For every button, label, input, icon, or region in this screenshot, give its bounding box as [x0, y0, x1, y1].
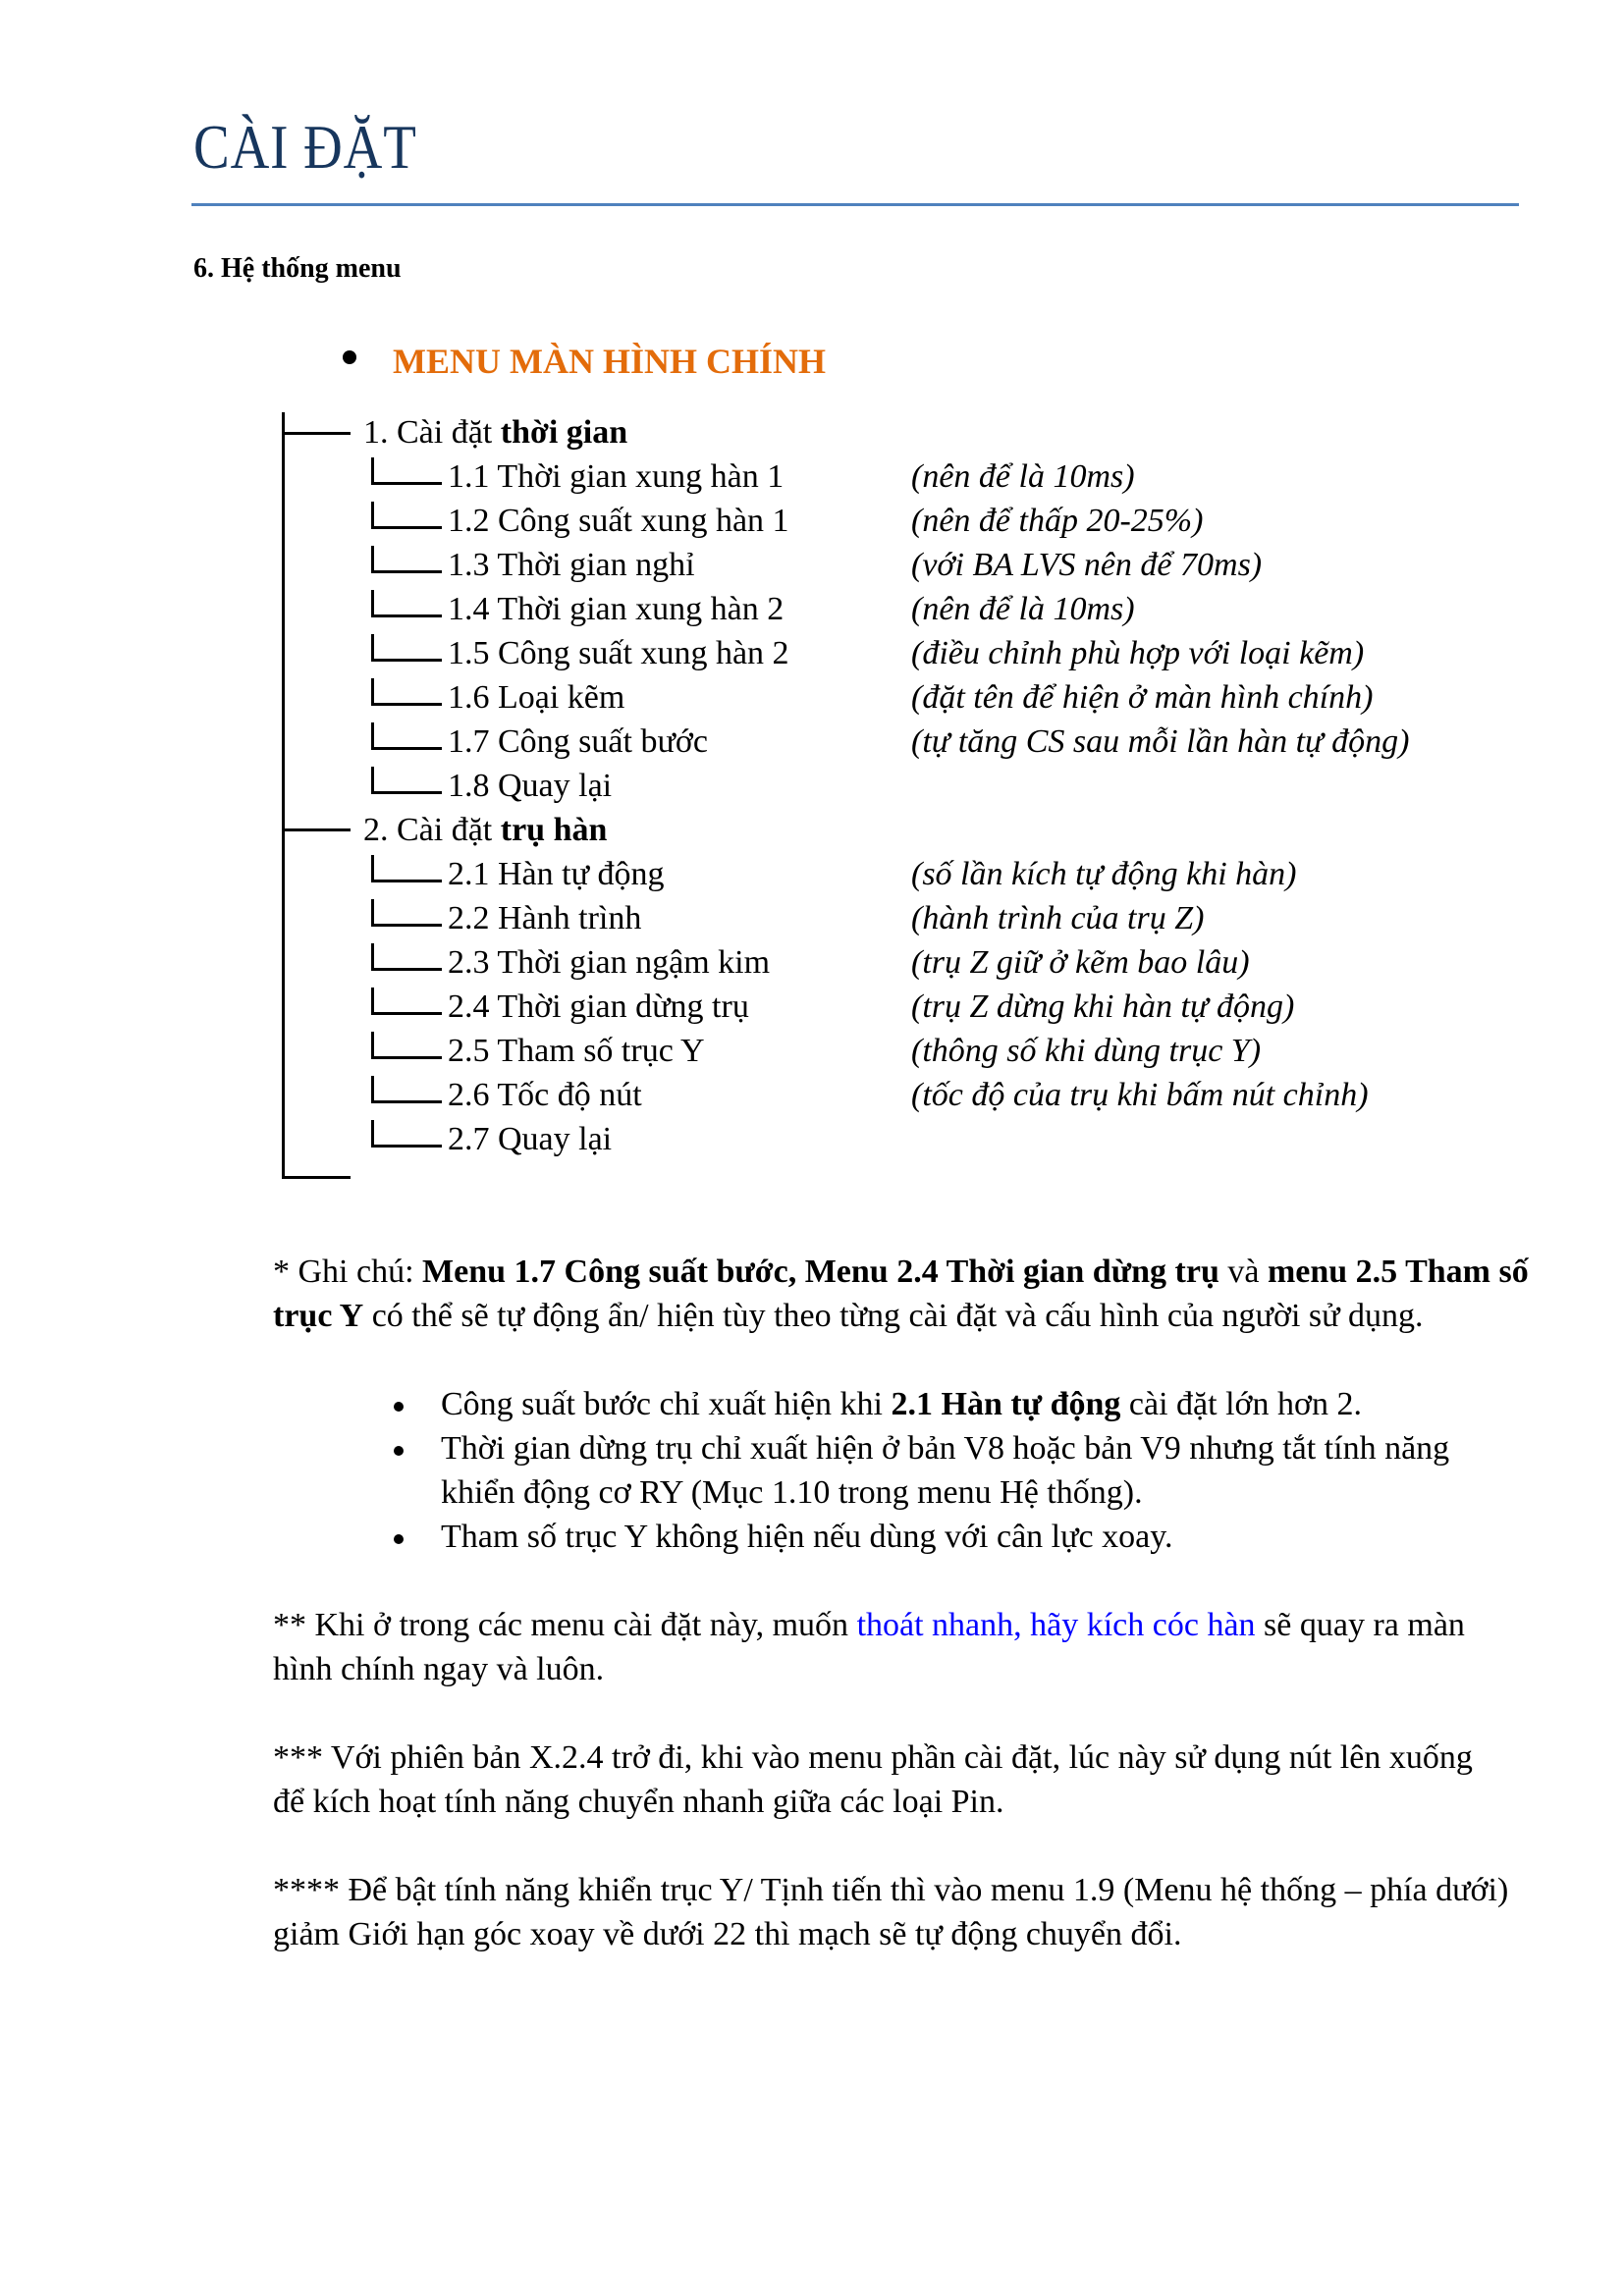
- tree-elbow-line: [371, 590, 374, 616]
- tree-elbow-line: [371, 526, 442, 529]
- list-item-text: cài đặt lớn hơn 2.: [1120, 1386, 1362, 1422]
- tree-elbow-line: [371, 659, 442, 662]
- menu-item-label: 2.1 Hàn tự động: [448, 856, 665, 892]
- menu-item-note: (thông số khi dùng trục Y): [911, 1033, 1262, 1069]
- menu-item-label: 1.3 Thời gian nghỉ: [448, 547, 695, 583]
- menu-item-label: 2.5 Tham số trục Y: [448, 1033, 705, 1069]
- section-heading: 6. Hệ thống menu: [193, 253, 402, 284]
- group-label-bold: trụ hàn: [500, 812, 608, 848]
- menu-item-note: (với BA LVS nên để 70ms): [911, 547, 1263, 583]
- tree-branch-line: [282, 432, 351, 435]
- menu-item-label: 1.7 Công suất bước: [448, 723, 708, 760]
- tree-branch-line: [282, 828, 351, 831]
- menu-item-label: 1.8 Quay lại: [448, 768, 613, 804]
- list-item-text: Thời gian dừng trụ chỉ xuất hiện ở bản V8 hoặc bản V9 nhưng tắt tính năng khiển động cơ RY (Mục 1.10 trong menu Hệ thống).: [441, 1430, 1450, 1511]
- note-4: **** Để bật tính năng khiển trục Y/ Tịnh tiến thì vào menu 1.9 (Menu hệ thống – phía dưới) giảm Giới hạn góc xoay về dưới 22 thì mạch sẽ tự động chuyển đổi.: [273, 1872, 1509, 1952]
- menu-item-label: 2.2 Hành trình: [448, 900, 642, 936]
- menu-item-label: 1.1 Thời gian xung hàn 1: [448, 458, 785, 495]
- group-label-prefix: 2. Cài đặt: [363, 812, 501, 848]
- tree-elbow-line: [371, 1120, 374, 1147]
- tree-elbow-line: [371, 1056, 442, 1059]
- tree-elbow-line: [371, 703, 442, 706]
- note-bold: menu 2.5 Tham số trục Y: [273, 1254, 1529, 1334]
- note-bold: Menu 1.7 Công suất bước, Menu 2.4 Thời gian dừng trụ: [422, 1254, 1219, 1290]
- tree-elbow-line: [371, 634, 374, 661]
- menu-item-note: (nên để thấp 20-25%): [911, 503, 1204, 539]
- bullet-icon: [394, 1402, 404, 1412]
- tree-elbow-line: [371, 767, 374, 793]
- menu-item-note: (trụ Z dừng khi hàn tự động): [911, 988, 1295, 1025]
- menu-item-label: 1.4 Thời gian xung hàn 2: [448, 591, 785, 627]
- list-item: [441, 1382, 1541, 1426]
- list-item-bold: 2.1 Hàn tự động: [891, 1386, 1121, 1422]
- tree-elbow-line: [371, 482, 442, 485]
- tree-elbow-line: [371, 546, 374, 572]
- list-item-text: Tham số trục Y không hiện nếu dùng với cân lực xoay.: [441, 1519, 1173, 1555]
- tree-end-line: [282, 1176, 351, 1179]
- menu-item-label: 1.2 Công suất xung hàn 1: [448, 503, 789, 539]
- menu-item-note: (tốc độ của trụ khi bấm nút chỉnh): [911, 1077, 1369, 1113]
- tree-elbow-line: [371, 988, 374, 1014]
- page-title: CÀI ĐẶT: [193, 112, 417, 182]
- bullet-icon: [394, 1534, 404, 1544]
- menu-item-note: (nên để là 10ms): [911, 458, 1135, 495]
- note-text: sẽ quay ra màn hình chính ngay và luôn.: [273, 1607, 1465, 1687]
- note-text: và: [1218, 1254, 1268, 1290]
- tree-elbow-line: [371, 570, 442, 573]
- menu-item-note: (số lần kích tự động khi hàn): [911, 856, 1297, 892]
- note-2: [273, 1603, 1490, 1691]
- tree-elbow-line: [371, 614, 442, 617]
- bullet-icon: [343, 350, 356, 364]
- tree-elbow-line: [371, 747, 442, 750]
- menu-item-label: 2.7 Quay lại: [448, 1121, 613, 1157]
- tree-elbow-line: [371, 1012, 442, 1015]
- tree-elbow-line: [371, 1145, 442, 1148]
- tree-group-1: [363, 410, 627, 454]
- menu-item-label: 1.6 Loại kẽm: [448, 679, 625, 716]
- tree-trunk-line: [282, 412, 285, 1178]
- tree-elbow-line: [371, 1032, 374, 1058]
- menu-item-label: 1.5 Công suất xung hàn 2: [448, 635, 789, 671]
- menu-item-note: (hành trình của trụ Z): [911, 900, 1205, 936]
- menu-item-note: (đặt tên để hiện ở màn hình chính): [911, 679, 1374, 716]
- tree-elbow-line: [371, 678, 374, 705]
- group-label-bold: thời gian: [500, 414, 628, 451]
- tree-elbow-line: [371, 1100, 442, 1103]
- tree-elbow-line: [371, 855, 374, 881]
- menu-item-note: (trụ Z giữ ở kẽm bao lâu): [911, 944, 1250, 981]
- note-text: * Ghi chú:: [273, 1254, 423, 1290]
- tree-elbow-line: [371, 899, 374, 926]
- group-label-prefix: 1. Cài đặt: [363, 414, 501, 451]
- menu-item-note: (nên để là 10ms): [911, 591, 1135, 627]
- list-item: [441, 1515, 1521, 1559]
- title-divider: [191, 203, 1519, 206]
- note-3: *** Với phiên bản X.2.4 trở đi, khi vào menu phần cài đặt, lúc này sử dụng nút lên xuống để kích hoạt tính năng chuyển nhanh giữa các loại Pin.: [273, 1739, 1473, 1820]
- note-1: [273, 1250, 1530, 1338]
- tree-elbow-line: [371, 924, 442, 927]
- menu-item-note: (tự tăng CS sau mỗi lần hàn tự động): [911, 723, 1410, 760]
- tree-elbow-line: [371, 880, 442, 882]
- menu-item-note: (điều chỉnh phù hợp với loại kẽm): [911, 635, 1365, 671]
- menu-item-label: 2.6 Tốc độ nút: [448, 1077, 642, 1113]
- note-text: ** Khi ở trong các menu cài đặt này, muốn: [273, 1607, 857, 1643]
- tree-elbow-line: [371, 968, 442, 971]
- menu-heading: MENU MÀN HÌNH CHÍNH: [393, 342, 826, 381]
- bullet-icon: [394, 1446, 404, 1456]
- tree-group-2: [363, 808, 607, 852]
- note-text: có thể sẽ tự động ẩn/ hiện tùy theo từng cài đặt và cấu hình của người sử dụng.: [363, 1298, 1424, 1334]
- tree-elbow-line: [371, 1076, 374, 1102]
- menu-item-label: 2.3 Thời gian ngậm kim: [448, 944, 771, 981]
- tree-elbow-line: [371, 791, 442, 794]
- tree-elbow-line: [371, 722, 374, 749]
- tree-elbow-line: [371, 943, 374, 970]
- tree-elbow-line: [371, 502, 374, 528]
- list-item: [441, 1426, 1482, 1515]
- note-highlight: thoát nhanh, hãy kích cóc hàn: [856, 1607, 1256, 1643]
- menu-item-label: 2.4 Thời gian dừng trụ: [448, 988, 749, 1025]
- tree-elbow-line: [371, 457, 374, 484]
- list-item-text: Công suất bước chỉ xuất hiện khi: [441, 1386, 892, 1422]
